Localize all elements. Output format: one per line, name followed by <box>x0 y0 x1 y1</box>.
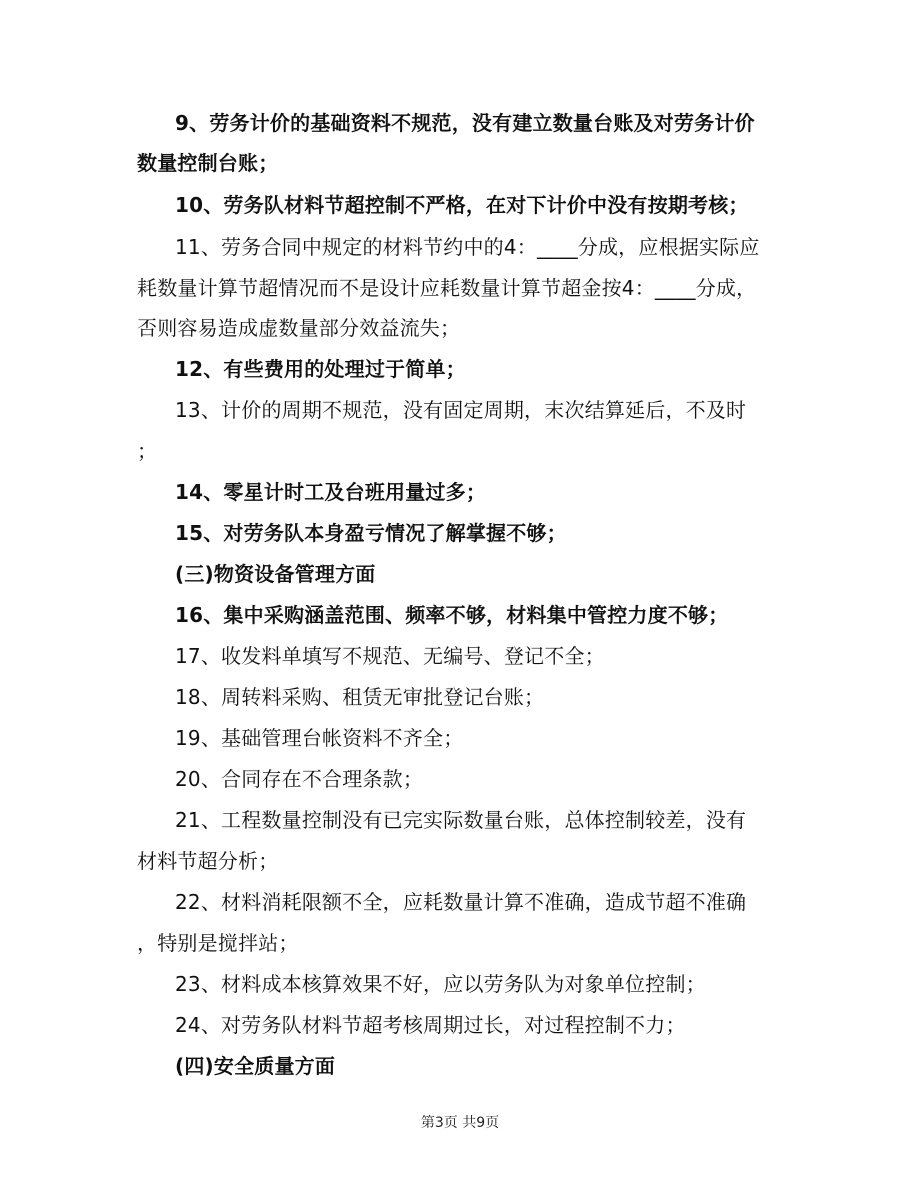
item-24: 24、对劳务队材料节超考核周期过长，对过程控制不力； <box>175 1013 686 1037</box>
item-22-line-2: ，特别是搅拌站； <box>137 931 299 955</box>
item-20: 20、合同存在不合理条款； <box>175 767 424 791</box>
item-14: 14、零星计时工及台班用量过多； <box>175 480 487 504</box>
item-16: 16、集中采购涵盖范围、频率不够，材料集中管控力度不够； <box>175 603 729 627</box>
item-19: 19、基础管理台帐资料不齐全； <box>175 726 464 750</box>
item-17: 17、收发料单填写不规范、无编号、登记不全； <box>175 644 605 668</box>
item-11-line-1: 11、劳务合同中规定的材料节约中的4：____分成，应根据实际应 <box>175 235 760 259</box>
section-heading-safety-quality: (四)安全质量方面 <box>175 1054 336 1078</box>
item-21-line-2: 材料节超分析； <box>137 849 279 873</box>
item-10: 10、劳务队材料节超控制不严格，在对下计价中没有按期考核； <box>175 193 749 217</box>
item-11-line-3: 否则容易造成虚数量部分效益流失； <box>137 316 461 340</box>
item-13-line-1: 13、计价的周期不规范，没有固定周期，末次结算延后，不及时 <box>175 398 747 422</box>
item-13-line-2: ； <box>137 439 158 463</box>
item-23: 23、材料成本核算效果不好，应以劳务队为对象单位控制； <box>175 972 706 996</box>
item-22-line-1: 22、材料消耗限额不全，应耗数量计算不准确，造成节超不准确 <box>175 890 747 914</box>
item-18: 18、周转料采购、租赁无审批登记台账； <box>175 685 545 709</box>
item-9-line-1: 9、劳务计价的基础资料不规范，没有建立数量台账及对劳务计价 <box>175 111 755 135</box>
item-15: 15、对劳务队本身盈亏情况了解掌握不够； <box>175 521 567 545</box>
item-11-line-2: 耗数量计算节超情况而不是设计应耗数量计算节超金按4：____分成， <box>137 276 757 300</box>
section-heading-materials: (三)物资设备管理方面 <box>175 562 376 586</box>
page-number-footer: 第3页 共9页 <box>420 1115 500 1131</box>
item-9-line-2: 数量控制台账； <box>137 151 279 175</box>
item-21-line-1: 21、工程数量控制没有已完实际数量台账，总体控制较差，没有 <box>175 808 747 832</box>
item-12: 12、有些费用的处理过于简单； <box>175 357 466 381</box>
